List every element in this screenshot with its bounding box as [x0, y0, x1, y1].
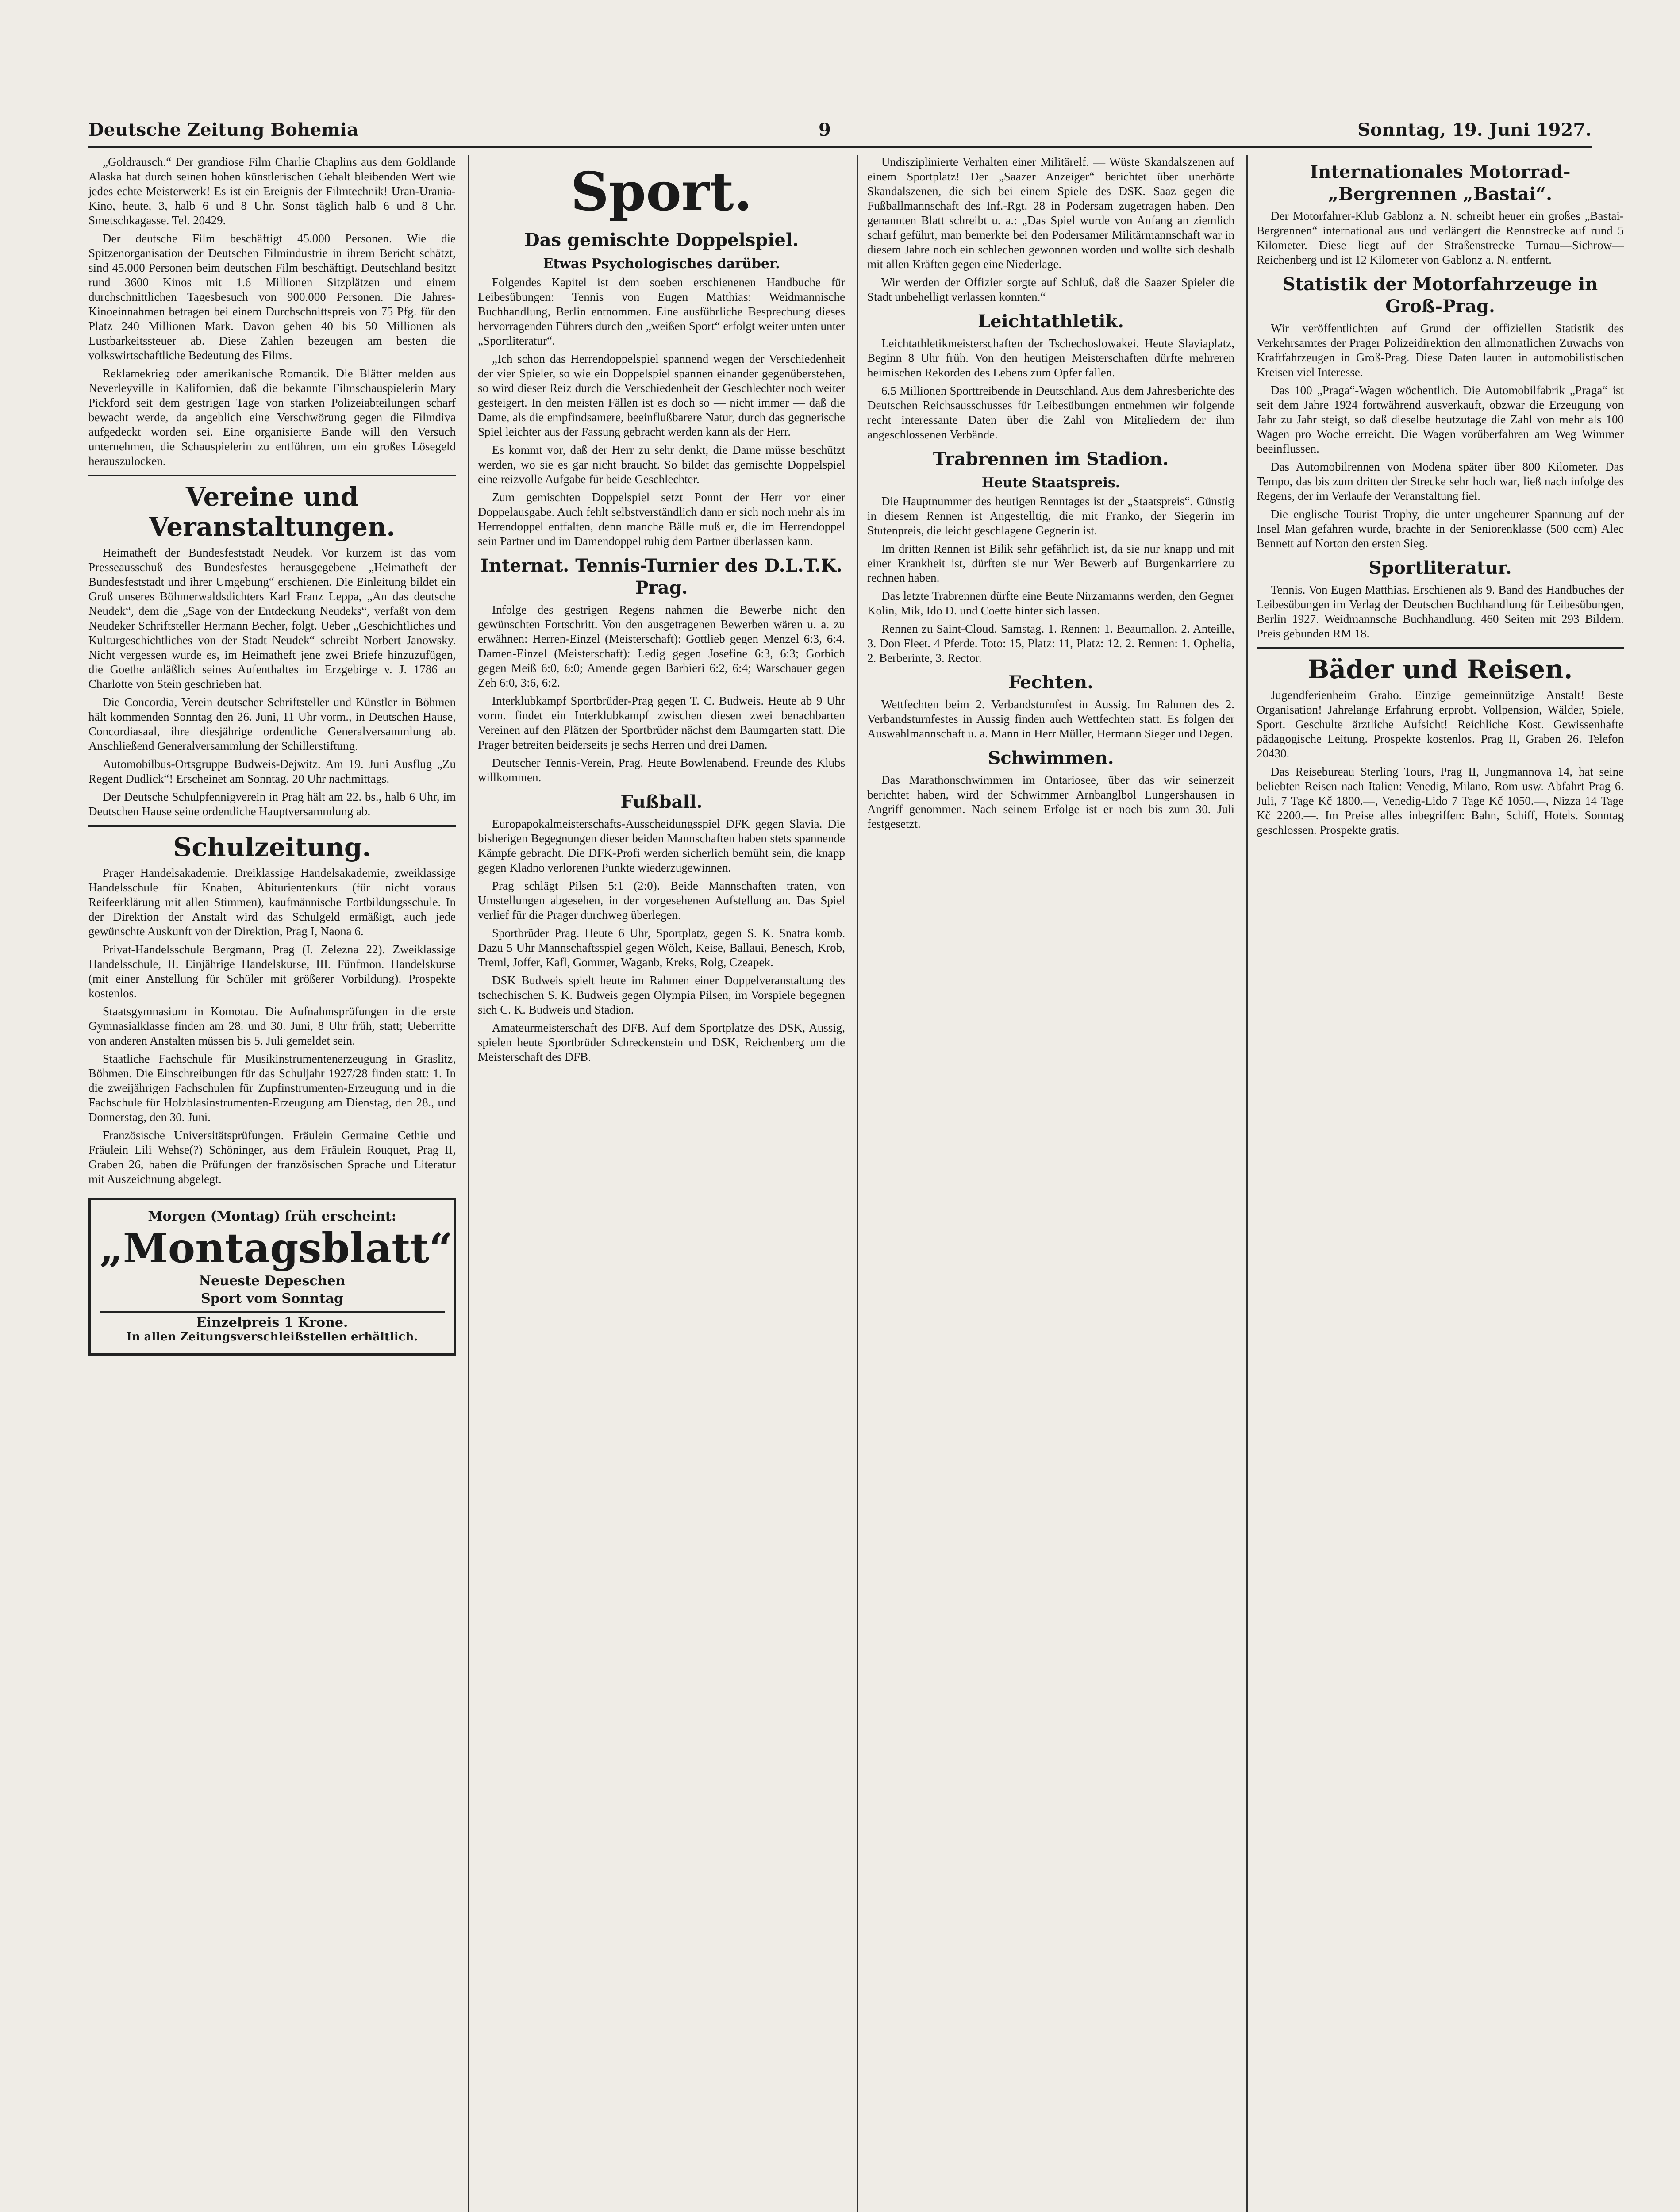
article-doppelspiel-4: Zum gemischten Doppelspiel setzt Ponnt der Herr vor einer Doppelausgabe. Auch fehlt selbstverständlich dann er sich noch mehr als im Herrendoppel entfalten, denn manche Bälle muß er, die im Herrendoppel sein Partner und im Damendoppel ruhig dem Partner überlassen kann. [478, 491, 845, 548]
article-militaerelf-end: Wir werden der Offizier sorgte auf Schluß, daß die Saazer Spieler die Stadt unbehelligt verlassen konnten.“ [867, 276, 1234, 303]
article-tennis-2: Interklubkampf Sportbrüder-Prag gegen T. C. Budweis. Heute ab 9 Uhr vorm. findet ein Interklubkampf zwischen diesen zwei benachbarten Vereinen auf den Plätzen der Sportbrüder nächst dem Baumgarten statt. Die Prager betreiten beiderseits je sechs Herren und drei Damen. [478, 694, 845, 751]
article-doppelspiel-2: „Ich schon das Herrendoppelspiel spannend wegen der Verschiedenheit der vier Spieler, so wie ein Doppelspiel spannen einander gegenüberstehen, so wird dieser Reiz durch die Verschiedenheit der Geschlechter noch weiter gesteigert. In den meisten Fällen ist es doch so — nicht immer — daß die Dame, als die empfindsamere, beeinflußbarere Natur, durch das gegnerische Spiel leichter aus der Fassung gebracht werden kann als der Herr. [478, 352, 845, 438]
article-motorrad: Der Motorfahrer-Klub Gablonz a. N. schreibt heuer ein großes „Bastai-Bergrennen“ international aus und verlängert die Rennstrecke auf rund 5 Kilometer. Diese liegt auf der Straßenstrecke Turnau—Sichrow—Reichenberg und ist 12 Kilometer von Gablonz a. N. entfernt. [1257, 209, 1624, 266]
article-statistik-1: Wir veröffentlichten auf Grund der offiziellen Statistik des Verkehrsamtes der Prager Polizeidirektion den allmonatlichen Zuwachs von Kraftfahrzeugen in Groß-Prag. Diese Daten lauten in automobilistischen Kreisen viel Interesse. [1257, 322, 1624, 379]
ad-line-3: Sport vom Sonntag [201, 1291, 343, 1306]
article-fussball-2: Prag schlägt Pilsen 5:1 (2:0). Beide Mannschaften traten, von Umstellungen abgesehen, in der vorgesehenen Aufstellung an. Das Spiel verlief für die Prager durchweg überlegen. [478, 879, 845, 922]
article-reklamekrieg: Reklamekrieg oder amerikanische Romantik. Die Blätter melden aus Neverleyville in Kalifornien, daß die bekannte Filmschauspielerin Mary Pickford seit dem gestrigen Tage von starken Polizeiabteilungen scharf bewacht werde, da angeblich eine Verschwörung gegen die Filmdiva aufgedeckt worden sei. Eine organisierte Bande will den Versuch unternehmen, die Schauspielerin zu entführen, um ein großes Lösegeld herauszulocken. [88, 367, 456, 468]
article-sportliteratur: Tennis. Von Eugen Matthias. Erschienen als 9. Band des Handbuches der Leibesübungen im Verlag der Deutschen Buchhandlung für Leibesübungen, Berlin 1927. Weidmannsche Buchhandlung. 460 Seiten mit 293 Bildern. Preis gebunden RM 18. [1257, 583, 1624, 640]
article-fussball-3: Sportbrüder Prag. Heute 6 Uhr, Sportplatz, gegen S. K. Snatra komb. Dazu 5 Uhr Mannschaftsspiel gegen Wölch, Keise, Ballaui, Benesch, Krob, Treml, Joffer, Kafl, Gommer, Waganb, Kreks, Rolg, Czeapek. [478, 926, 845, 969]
article-handelsakademie: Prager Handelsakademie. Dreiklassige Handelsakademie, zweiklassige Handelsschule für Knaben, Abiturientenkurs (für nicht voraus Reifeerklärung mit allen Stimmen), kaufmännische Fortbildungsschule. In der Direktion der Anstalt wird das Schulgeld ermäßigt, auch jede gewünschte Auskunft von der Direktion, Prag I, Naona 6. [88, 866, 456, 938]
article-reisebureau: Das Reisebureau Sterling Tours, Prag II, Jungmannova 14, hat seine beliebten Reisen nach Italien: Venedig, Milano, Rom usw. Abfahrt Prag 6. Juli, 7 Tage Kč 1800.—, Venedig-Lido 7 Tage Kč 1050.—, Nizza 14 Tage Kč 2200.—. Im Preise alles inbegriffen: Bahn, Schiff, Hotels. Sonntag geschlossen. Prospekte gratis. [1257, 765, 1624, 837]
article-fussball-5: Amateurmeisterschaft des DFB. Auf dem Sportplatze des DSK, Aussig, spielen heute Sportbrüder Schreckenstein und DSK, Reichenberg um die Meisterschaft des DFB. [478, 1021, 845, 1064]
montagsblatt-ad [88, 1198, 456, 1356]
heading-trabrennen: Trabrennen im Stadion. [933, 449, 1169, 469]
section-heading-schulzeitung: Schulzeitung. [88, 825, 456, 862]
article-heimatheft: Heimatheft der Bundesfeststadt Neudek. Vor kurzem ist das vom Presseausschuß des Bundesfestes herausgegebene „Heimatheft der Bundesfeststadt und ihrer Umgebung“ erschienen. Die Einleitung bildet ein Gruß unseres Böhmerwaldsdichters Karl Franz Leppa, „An das deutsche Neudek“, dem die „Sage von der Entdeckung Neudeks“, verfaßt von dem Neudeker Schriftsteller Hermann Becher, folgt. Ueber „Geschichtliches und Kulturgeschichtliches von der Stadt Neudek“ schreibt Norbert Janowsky. Nicht vergessen wurde es, im Heimatheft jene zwei Briefe hinzuzufügen, die Goethe anläßlich seines Aufenthaltes im Erzgebirge v. J. 1786 an Charlotte von Stein geschrieben hat. [88, 546, 456, 691]
article-komotau: Staatsgymnasium in Komotau. Die Aufnahmsprüfungen in die erste Gymnasialklasse finden am 28. und 30. Juni, 8 Uhr früh, statt; Ueberritte von anderen Anstalten müssen bis 5. Juli gemeldet sein. [88, 1005, 456, 1047]
column-4 [1257, 155, 1624, 2212]
section-heading-vereine: Vereine und Veranstaltungen. [88, 475, 456, 542]
heading-fechten: Fechten. [1008, 672, 1094, 693]
heading-fussball: Fußball. [620, 791, 703, 812]
subheading-trabrennen: Heute Staatspreis. [981, 475, 1120, 491]
ad-line-2: Neueste Depeschen [199, 1273, 346, 1289]
article-trabrennen-1: Die Hauptnummer des heutigen Renntages ist der „Staatspreis“. Günstig in diesem Rennen ist Angestelltig, die mit Franko, der Siegerin im Stutenpreis, die leicht geschlagene Gegnerin ist. [867, 495, 1234, 537]
page-header [88, 115, 1592, 148]
heading-statistik: Statistik der Motorfahrzeuge in Groß-Prag. [1282, 274, 1598, 317]
article-tourist-trophy: Die englische Tourist Trophy, die unter ungeheurer Spannung auf der Insel Man gefahren wurde, brachte in der Seniorenklasse (500 ccm) Alec Bennett auf Norton den ersten Sieg. [1257, 507, 1624, 550]
subheading-doppelspiel: Etwas Psychologisches darüber. [543, 256, 780, 272]
article-militaerelf: Undisziplinierte Verhalten einer Militärelf. — Wüste Skandalszenen auf einem Sportplatz! Der „Saazer Anzeiger“ berichtet über unerhörte Skandalszenen, die sich bei einem Spiele des DSK. Saaz gegen die Fußballmannschaft des Inf.-Rgt. 28 in Podersam zugetragen haben. Den genannten Blatt schreibt u. a.: „Das Spiel wurde von Anfang an ziemlich scharf geführt, man bemerkte bei den Podersamer Militärmannschaft war in diesem Jahre noch ein schlechen gewonnen worden und wollte sich deshalb mit allen Kräften gegen eine Niederlage. [867, 155, 1234, 271]
heading-doppelspiel: Das gemischte Doppelspiel. [524, 230, 799, 250]
heading-schwimmen: Schwimmen. [988, 748, 1114, 768]
ad-price: Einzelpreis 1 Krone. [100, 1311, 445, 1330]
article-leichtathletik-1: Leichtathletikmeisterschaften der Tschechoslowakei. Heute Slaviaplatz, Beginn 8 Uhr früh. Von den heutigen Meisterschaften dürfte mehreren heimischen Rekorden des Lebens zum Opfer fallen. [867, 337, 1234, 379]
article-concordia: Die Concordia, Verein deutscher Schriftsteller und Künstler in Böhmen hält kommenden Sonntag den 26. Juni, 11 Uhr vorm., in Deutschen Hause, Concordiasaal, ihre diesjährige ordentliche Generalversammlung ab. Anschließend Generalversammlung der Schillerstiftung. [88, 695, 456, 753]
article-schulpfennig: Der Deutsche Schulpfennigverein in Prag hält am 22. bs., halb 6 Uhr, im Deutschen Hause seine ordentliche Hauptversammlung ab. [88, 790, 456, 818]
article-saint-cloud: Rennen zu Saint-Cloud. Samstag. 1. Rennen: 1. Beaumallon, 2. Anteille, 3. Don Fleet. 4 Pferde. Toto: 15, Platz: 11, Platz: 12. 2. Rennen: 1. Ophelia, 2. Berberinte, 3. Rector. [867, 622, 1234, 664]
article-modena: Das Automobilrennen von Modena später über 800 Kilometer. Das Tempo, das bis zum dritten der Strecke sehr hoch war, ließ nach infolge des Regens, der im Verlaufe der Veranstaltung fiel. [1257, 460, 1624, 503]
sport-title: Sport. [570, 161, 753, 223]
column-divider [1246, 155, 1248, 2212]
article-schwimmen: Das Marathonschwimmen im Ontariosee, über das wir seinerzeit berichtet haben, wird der Schwimmer Arnbanglbol Lungershausen in Angriff genommen. Nach seinem Erfolge ist er noch bis zum 30. Juli festgesetzt. [867, 773, 1234, 830]
article-film-employment: Der deutsche Film beschäftigt 45.000 Personen. Wie die Spitzenorganisation der Deutschen Filmindustrie in ihrem Bericht schätzt, sind 45.000 Personen beim deutschen Film beschäftigt. Deutschland besitzt rund 3600 Kinos mit 1.6 Millionen Sitzplätzen und einem durchschnittlichen Tagesbesuch von 900.000 Personen. Die Jahres-Kinoeinnahmen betragen bei einem Durchschnittspreis von 75 Pfg. für den Platz 240 Millionen Mark. Davon gehen 40 bis 50 Millionen als Lustbarkeitssteuer ab. Diese Zahlen bezeugen am besten die volkswirtschaftliche Bedeutung des Films. [88, 232, 456, 362]
issue-date: Sonntag, 19. Juni 1927. [1357, 119, 1592, 140]
article-trabrennen-3: Das letzte Trabrennen dürfte eine Beute Nirzamanns werden, den Gegner Kolin, Mik, Ido D. und Coette hinter sich lassen. [867, 589, 1234, 617]
page-number: 9 [819, 119, 831, 140]
heading-tennis-turnier: Internat. Tennis-Turnier des D.L.T.K. Prag. [481, 555, 842, 598]
column-1 [88, 155, 456, 2212]
column-divider [468, 155, 469, 2212]
article-goldrausch: „Goldrausch.“ Der grandiose Film Charlie Chaplins aus dem Goldlande Alaska hat durch seinen hohen künstlerischen Gehalt bleibenden Wert wie jedes echte Meisterwerk! Es ist ein Ereignis der Filmtechnik! Uran-Urania-Kino, heute, 3, halb 6 und 8 Uhr. Sonst täglich halb 6 und 8 Uhr. Smetschkagasse. Tel. 20429. [88, 155, 456, 227]
article-trabrennen-2: Im dritten Rennen ist Bilik sehr gefährlich ist, da sie nur knapp und mit einer Krankheit ist, dürften sie nur Wer Bewerb auf Burgenkarriere zu rechnen haben. [867, 542, 1234, 584]
article-fussball-1: Europapokalmeisterschafts-Ausscheidungsspiel DFK gegen Slavia. Die bisherigen Begegnungen dieser beiden Mannschaften haben stets spannende Kämpfe gebracht. Die DFK-Profi werden sicherlich bemüht sein, die knapp gegen Kladno verlorenen Punkte wiederzugewinnen. [478, 817, 845, 874]
column-2 [478, 155, 845, 2212]
heading-baeder-reisen: Bäder und Reisen. [1257, 647, 1624, 684]
ad-availability: In allen Zeitungsverschleißstellen erhältlich. [126, 1330, 418, 1344]
heading-leichtathletik: Leichtathletik. [977, 311, 1124, 332]
heading-sportliteratur: Sportliteratur. [1369, 557, 1512, 578]
masthead-left: Deutsche Zeitung Bohemia [88, 119, 358, 140]
column-divider [857, 155, 858, 2212]
article-doppelspiel-3: Es kommt vor, daß der Herr zu sehr denkt, die Dame müsse beschützt werden, wo sie es gar nicht braucht. So bildet das gemischte Doppelspiel eine reizvolle Aufgabe für beide Geschlechter. [478, 443, 845, 486]
article-ferienheim: Jugendferienheim Graho. Einzige gemeinnützige Anstalt! Beste Organisation! Jahrelange Erfahrung erprobt. Vollpension, Wälder, Spiele, Sport. Geschulte ärztliche Aufsicht! Reichliche Kost. Gewissenhafte pädagogische Leitung. Prospekte kostenlos. Prag II, Graben 26. Telefon 20430. [1257, 688, 1624, 760]
article-tennis-1: Infolge des gestrigen Regens nahmen die Bewerbe nicht den gewünschten Fortschritt. Von den ausgetragenen Bewerben wären u. a. zu erwähnen: Herren-Einzel (Meisterschaft): Gottlieb gegen Menzel 6:3, 6:4. Damen-Einzel (Meisterschaft): Ledig gegen Josefine 6:3, 6:3; Gorbich gegen Meiß 6:0, 6:0; Amende gegen Barbieri 6:2, 6:4; Warschauer gegen Zeh 6:0, 3:6, 6:2. [478, 603, 845, 689]
article-fechten: Wettfechten beim 2. Verbandsturnfest in Aussig. Im Rahmen des 2. Verbandsturnfestes in Aussig finden auch Wettfechten statt. Es folgen der Auswahlmannschaft u. a. Mann in Herr Müller, Hermann Sieger und Degen. [867, 698, 1234, 740]
article-leichtathletik-2: 6.5 Millionen Sporttreibende in Deutschland. Aus dem Jahresberichte des Deutschen Reichsausschusses für Leibesübungen entnehmen wir folgende recht interessante Daten über die Zahl von Mitgliedern der ihm angeschlossenen Verbände. [867, 384, 1234, 441]
ad-line-1: Morgen (Montag) früh erscheint: [148, 1209, 396, 1224]
article-tennis-3: Deutscher Tennis-Verein, Prag. Heute Bowlenabend. Freunde des Klubs willkommen. [478, 756, 845, 784]
article-praga: Das 100 „Praga“-Wagen wöchentlich. Die Automobilfabrik „Praga“ ist seit dem Jahre 1924 fortwährend ausverkauft, obzwar die Erzeugung von Jahr zu Jahr steigt, so daß dieselbe heutzutage die Zahl von mehr als 100 Wagen pro Woche erreicht. Die Wagen vorüberfahren am Weg Wimmer beeinflussen. [1257, 384, 1624, 455]
article-graslitz: Staatliche Fachschule für Musikinstrumentenerzeugung in Graslitz, Böhmen. Die Einschreibungen für das Schuljahr 1927/28 finden statt: 1. In die zweijährigen Fachschulen für Zupfinstrumenten-Erzeugung und in die Fachschule für Holzblasinstrumenten-Erzeugung am Dienstag, den 28., und Donnerstag, den 30. Juni. [88, 1052, 456, 1124]
article-bergmann: Privat-Handelsschule Bergmann, Prag (I. Zelezna 22). Zweiklassige Handelsschule, II. Einjährige Handelskurse, III. Fünfmon. Handelskurse (mit einer Anstellung für Schüler mit größerer Vorbildung). Prospekte kostenlos. [88, 943, 456, 1000]
article-automobilbus: Automobilbus-Ortsgruppe Budweis-Dejwitz. Am 19. Juni Ausflug „Zu Regent Dudlick“! Erscheinet am Sonntag. 20 Uhr nachmittags. [88, 757, 456, 785]
ad-title: „Montagsblatt“ [100, 1224, 453, 1272]
article-fussball-4: DSK Budweis spielt heute im Rahmen einer Doppelveranstaltung des tschechischen S. K. Budweis gegen Olympia Pilsen, im Vorspiele begegnen sich C. K. Budweis und Stadion. [478, 974, 845, 1016]
article-doppelspiel-1: Folgendes Kapitel ist dem soeben erschienenen Handbuche für Leibesübungen: Tennis von Eugen Matthias: Weidmannische Buchhandlung, Berlin entnommen. Eine ausführliche Besprechung dieses hervorragenden Führers durch den „weißen Sport“ erfolgt weiter unten unter „Sportliteratur“. [478, 276, 845, 347]
heading-motorrad: Internationales Motorrad-„Bergrennen „Bastai“. [1310, 161, 1571, 204]
article-universitaet: Französische Universitätsprüfungen. Fräulein Germaine Cethie und Fräulein Lili Wehse(?) Schöninger, aus dem Fräulein Rouquet, Prag II, Graben 26, haben die Prüfungen der französischen Sprache und Literatur mit Auszeichnung abgelegt. [88, 1129, 456, 1186]
column-3 [867, 155, 1234, 2212]
